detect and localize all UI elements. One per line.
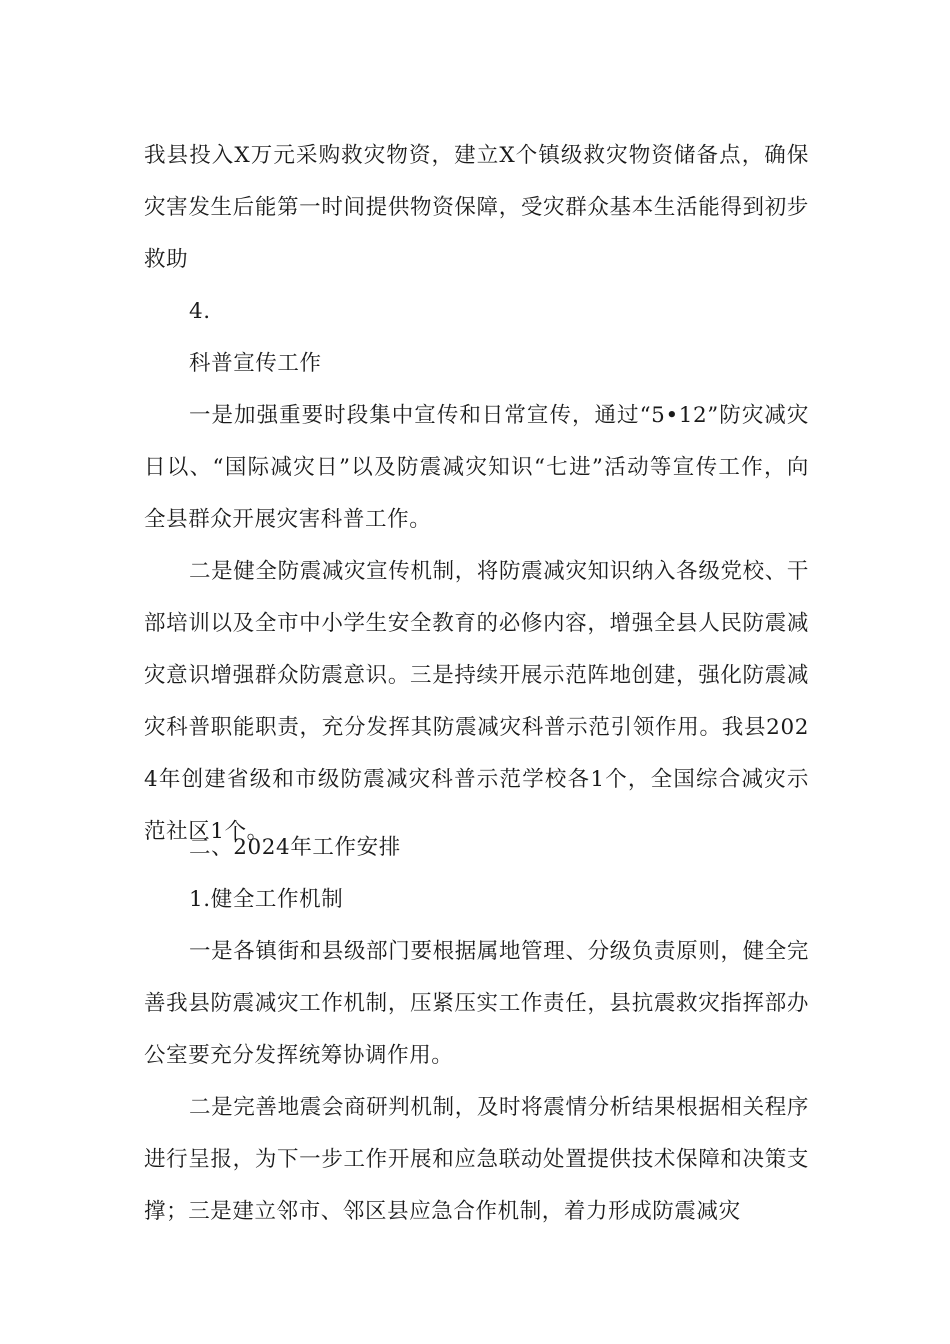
section-heading-2024-plan: 二、2024年工作安排 xyxy=(189,835,401,860)
section-heading-publicity: 科普宣传工作 xyxy=(189,351,322,376)
paragraph-mechanism-one: 一是各镇街和县级部门要根据属地管理、分级负责原则，健全完善我县防震减灾工作机制，压紧压实工作责任，县抗震救灾指挥部办公室要充分发挥统筹协调作用。 xyxy=(144,939,809,1068)
section-number-4: 4. xyxy=(189,299,211,324)
paragraph-publicity-two: 二是健全防震减灾宣传机制，将防震减灾知识纳入各级党校、干部培训以及全市中小学生安全教育的必修内容，增强全县人民防震减灾意识增强群众防震意识。三是持续开展示范阵地创建，强化防震减灾科普职能职责，充分发挥其防震减灾科普示范引领作用。我县2024年创建省级和市级防震减灾科普示范学校各1个，全国综合减灾示范社区1个。 xyxy=(144,559,809,844)
paragraph-mechanism-two: 二是完善地震会商研判机制，及时将震情分析结果根据相关程序进行呈报，为下一步工作开展和应急联动处置提供技术保障和决策支撑；三是建立邻市、邻区县应急合作机制，着力形成防震减灾 xyxy=(144,1095,809,1224)
subheading-work-mechanism: 1.健全工作机制 xyxy=(189,887,344,912)
paragraph-relief-supplies: 我县投入X万元采购救灾物资，建立X个镇级救灾物资储备点，确保灾害发生后能第一时间提供物资保障，受灾群众基本生活能得到初步救助 xyxy=(144,143,809,272)
paragraph-publicity-one: 一是加强重要时段集中宣传和日常宣传，通过“5•12”防灾减灾日以、“国际减灾日”以及防震减灾知识“七进”活动等宣传工作，向全县群众开展灾害科普工作。 xyxy=(144,403,809,532)
